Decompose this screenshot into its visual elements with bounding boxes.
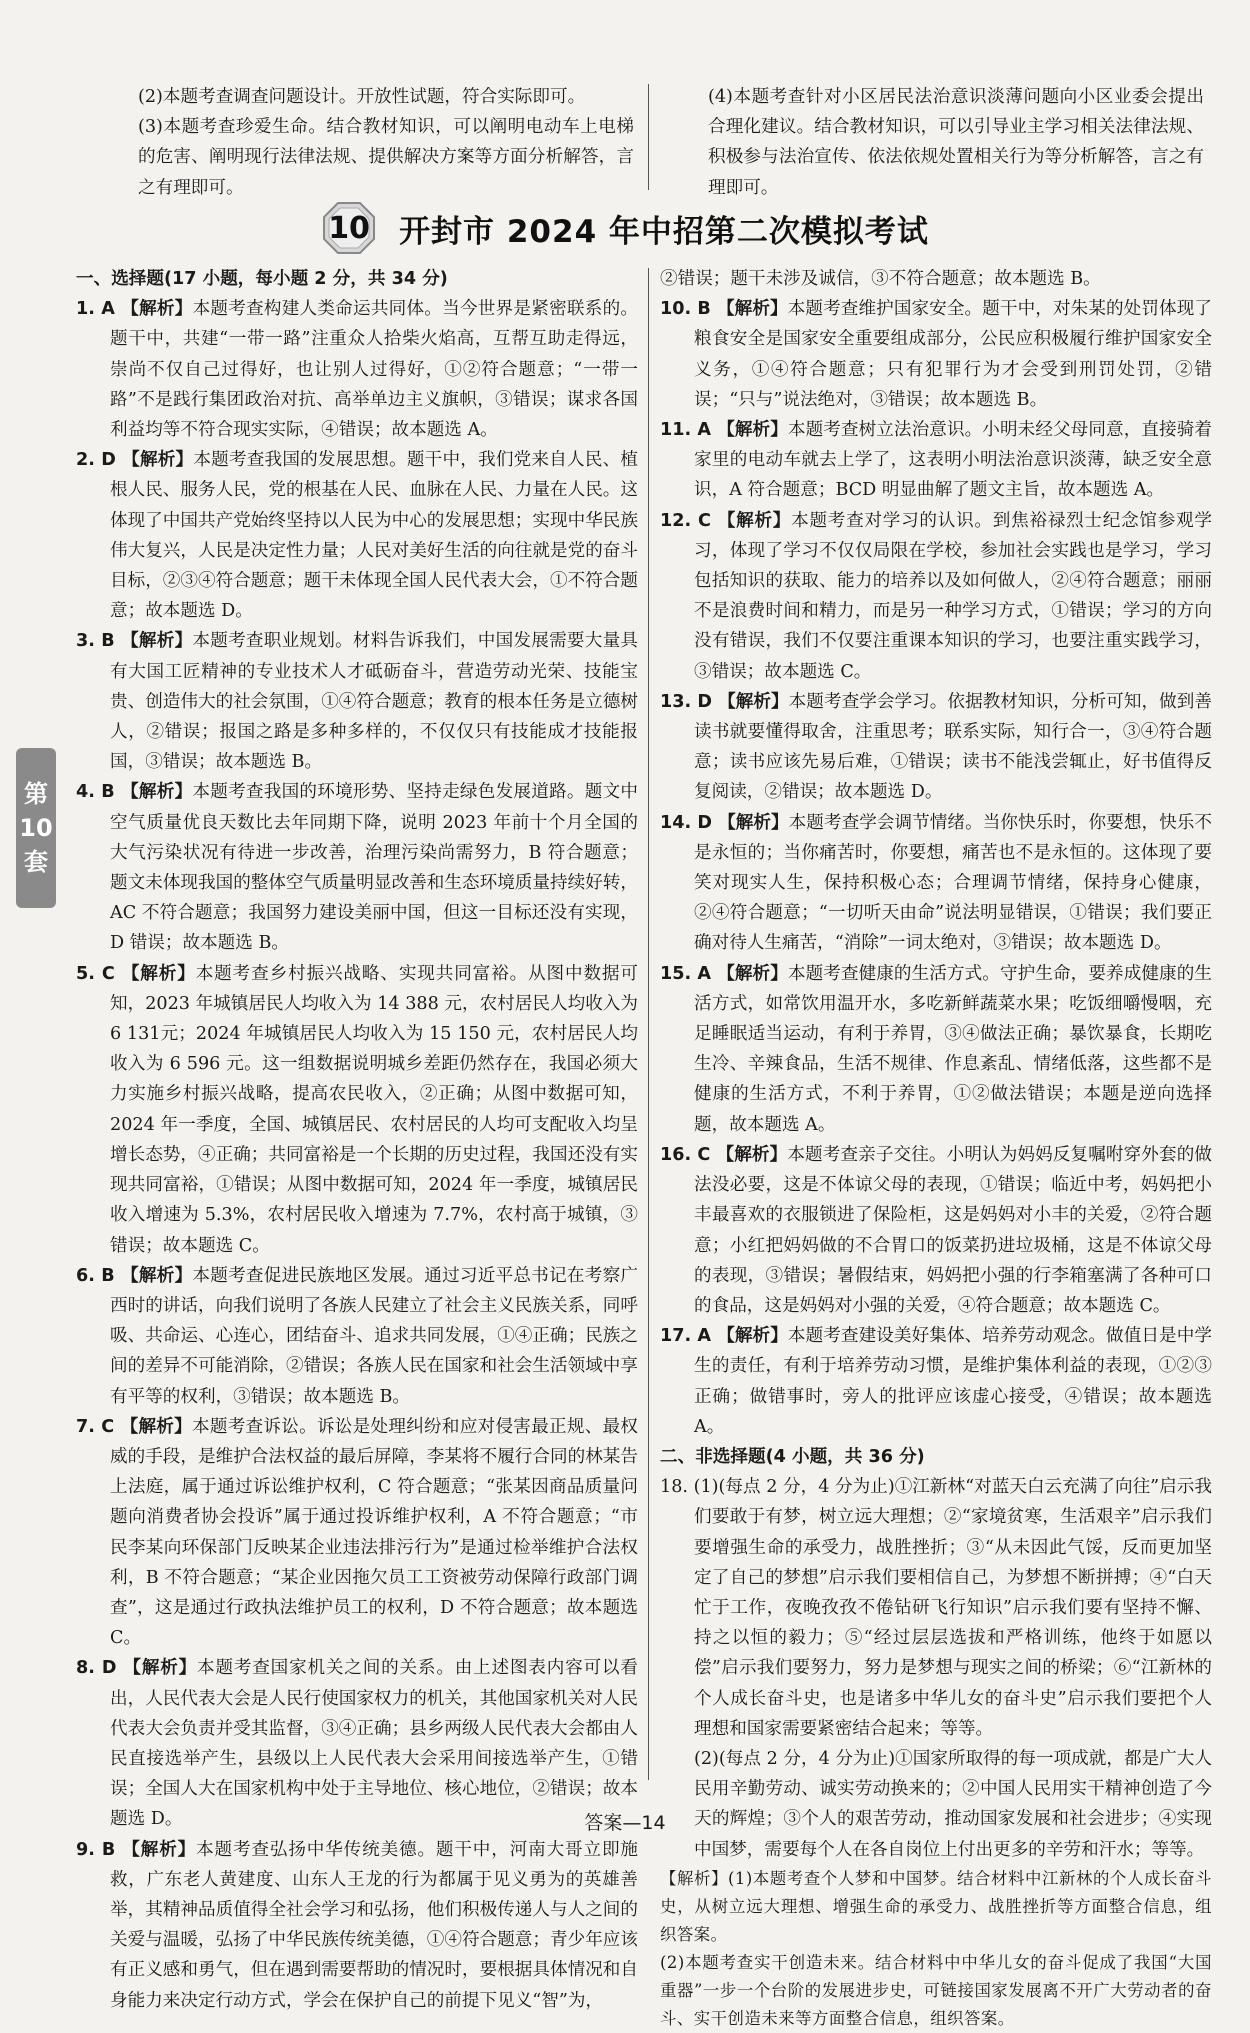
answer-head: 13. D 【解析】: [660, 691, 789, 712]
answer-head: 14. D 【解析】: [660, 812, 789, 833]
answer-item: [76, 626, 638, 777]
answer-body: 本题考查促进民族地区发展。通过习近平总书记在考察广西时的讲话，向我们说明了各族人民建立了社会主义民族关系，同呼吸、共命运、心连心，团结奋斗、追求共同发展，①④正确；民族之间的差异不可能消除，②错误；各族人民在国家和社会生活领域中享有平等的权利，③错误；故本题选 B。: [110, 1265, 638, 1407]
answer-item: [76, 294, 638, 445]
left-answer-list: [76, 294, 638, 2016]
answer-body: 本题考查学会调节情绪。当你快乐时，你要想，快乐不是永恒的；当你痛苦时，你要想，痛苦也不是永恒的。这体现了要笑对现实人生，保持积极心态；合理调节情绪，保持身心健康，②④符合题意；“一切听天由命”说法明显错误，①错误；我们要正确对待人生痛苦，“消除”一词太绝对，③错误；故本题选 D。: [694, 812, 1212, 954]
top-left-para-1: (2)本题考查调查问题设计。开放性试题，符合实际即可。: [138, 87, 586, 107]
answer-body: 本题考查学会学习。依据教材知识，分析可知，做到善读书就要懂得取舍，注重思考；联系实际，知行合一，③④符合题意；读书应该先易后难，①错误；读书不能浅尝辄止，好书值得反复阅读，②错误；故本题选 D。: [694, 691, 1212, 803]
answer-head: 3. B 【解析】: [76, 631, 193, 652]
answer-item: [660, 1321, 1212, 1442]
answer-item: [660, 687, 1212, 808]
answer-item: [76, 777, 638, 958]
answer-body: 本题考查国家机关之间的关系。由上述图表内容可以看出，人民代表大会是人民行使国家权力的机关，其他国家机关对人民代表大会负责并受其监督，③④正确；县乡两级人民代表大会都由人民直接选举产生，县级以上人民代表大会采用间接选举产生，①错误；全国人大在国家机构中处于主导地位、核心地位，②错误；故本题选 D。: [110, 1658, 638, 1830]
answer-head: 11. A 【解析】: [660, 420, 788, 441]
main-divider: [648, 268, 649, 1780]
answer-item: [660, 294, 1212, 415]
top-right-para-1: (4)本题考查针对小区居民法治意识淡薄问题向小区业委会提出合理化建议。结合教材知识，可以引导业主学习相关法律法规、积极参与法治宣传、依法依规处置相关行为等分析解答，言之有理即可。: [708, 87, 1204, 198]
answer-body: 本题考查构建人类命运共同体。当今世界是紧密联系的。题干中，共建“一带一路”注重众人拾柴火焰高，互帮互助走得远，崇尚不仅自己过得好，也让别人过得好，①②符合题意；“一带一路”不是践行集团政治对抗、高举单边主义旗帜，③错误；谋求各国利益均等不符合现实实际，④错误；故本题选 A。: [110, 299, 638, 441]
answer-head: 8. D 【解析】: [76, 1658, 198, 1679]
side-tab-char-1: 第: [24, 780, 48, 808]
answer-body: 本题考查亲子交往。小明认为妈妈反复嘱咐穿外套的做法没必要，这是不体谅父母的表现，①错误；临近中考，妈妈把小丰最喜欢的衣服锁进了保险柜，这是妈妈对小丰的关爱，②符合题意；小红把妈妈做的不合胃口的饭菜扔进垃圾桶，这是不体谅父母的表现，③错误；暑假结束，妈妈把小强的行李箱塞满了各种可口的食品，这是妈妈对小强的关爱，④符合题意；故本题选 C。: [694, 1144, 1212, 1316]
exam-number: 10: [328, 210, 370, 246]
q18-part-2: (2)(每点 2 分，4 分为止)①国家所取得的每一项成就，都是广大人民用辛勤劳动、诚实劳动换来的；②中国人民用实干精神创造了今天的辉煌；③个人的艰苦劳动，推动国家发展和社会进步；④实现中国梦，需要每个人在各自岗位上付出更多的辛劳和汗水；等等。: [694, 1748, 1212, 1860]
q18-part-1: 18. (1)(每点 2 分，4 分为止)①江新林“对蓝天白云充满了向往”启示我们要敢于有梦，树立远大理想；②“家境贫寒，生活艰辛”启示我们要增强生命的承受力，战胜挫折；③“从未因此气馁，反而更加坚定了自己的梦想”启示我们要相信自己，为梦想不断拼搏；④“白天忙于工作，夜晚孜孜不倦钻研飞行知识”启示我们要有坚持不懈、持之以恒的毅力；⑤“经过层层选拔和严格训练，他终于如愿以偿”启示我们要努力，努力是梦想与现实之间的桥梁；⑥“江新林的个人成长奋斗史，也是诸多中华儿女的奋斗史”启示我们要把个人理想和国家需要紧密结合起来；等等。: [660, 1477, 1212, 1739]
answer-head: 9. B 【解析】: [76, 1839, 197, 1860]
answer-head: 16. C 【解析】: [660, 1144, 788, 1165]
top-left-para-2: (3)本题考查珍爱生命。结合教材知识，可以阐明电动车上电梯的危害、阐明现行法律法规、提供解决方案等方面分析解答，言之有理即可。: [138, 117, 634, 198]
answer-item: [660, 1140, 1212, 1321]
top-right-block: [674, 82, 1204, 203]
answer-body: 本题考查我国的发展思想。题干中，我们党来自人民、植根人民、服务人民，党的根基在人民、血脉在人民、力量在人民。这体现了中国共产党始终坚持以人民为中心的发展思想；实现中华民族伟大复兴，人民是决定性力量；人民对美好生活的向往就是党的奋斗目标，②③④符合题意；题干未体现全国人民代表大会，①不符合题意；故本题选 D。: [110, 450, 638, 622]
answer-body: 本题考查建设美好集体、培养劳动观念。做值日是中学生的责任，有利于培养劳动习惯，是维护集体利益的表现，①②③正确；做错事时，旁人的批评应该虚心接受，④错误；故本题选 A。: [694, 1326, 1212, 1437]
q18-analysis-2: (2)本题考查实干创造未来。结合材料中中华儿女的奋斗促成了我国“大国重器”一步一个台阶的发展进步史，可链接国家发展离不开广大劳动者的奋斗、实干创造未来等方面整合信息，组织答案。: [660, 1952, 1212, 2028]
top-left-block: [104, 82, 634, 203]
answer-item: [76, 1261, 638, 1412]
answer-item: [76, 1835, 638, 2016]
answer-head: 6. B 【解析】: [76, 1265, 193, 1286]
answer-body: 本题考查我国的环境形势、坚持走绿色发展道路。题文中空气质量优良天数比去年同期下降，说明 2023 年前十个月全国的大气污染状况有待进一步改善，治理污染尚需努力，B 符合题意；题文未体现我国的整体空气质量明显改善和生态环境质量持续好转，AC 不符合题意；我国努力建设美丽中国，但这一目标还没有实现，D 错误；故本题选 B。: [110, 782, 638, 954]
answer-head: 12. C 【解析】: [660, 510, 792, 531]
answer-head: 5. C 【解析】: [76, 963, 196, 984]
right-column: [660, 264, 1212, 2033]
side-tab-char-2: 套: [24, 848, 48, 876]
answer-body: 本题考查树立法治意识。小明未经父母同意，直接骑着家里的电动车就去上学了，这表明小明法治意识淡薄，缺乏安全意识，A 符合题意；BCD 明显曲解了题文主旨，故本题选 A。: [694, 420, 1212, 501]
set-side-tab: [16, 748, 56, 908]
answer-body: 本题考查对学习的认识。到焦裕禄烈士纪念馆参观学习，体现了学习不仅仅局限在学校，参加社会实践也是学习，学习包括知识的获取、能力的培养以及如何做人，②④符合题意；丽丽不是浪费时间和精力，而是另一种学习方式，①错误；学习的方向没有错误，我们不仅要注重课本知识的学习，也要注重实践学习，③错误；故本题选 C。: [694, 510, 1212, 682]
answer-head: 4. B 【解析】: [76, 782, 193, 803]
answer-head: 2. D 【解析】: [76, 450, 194, 471]
answer-item: [660, 264, 1212, 294]
answer-body: 本题考查维护国家安全。题干中，对朱某的处罚体现了粮食安全是国家安全重要组成部分，公民应积极履行维护国家安全义务，①④符合题意；只有犯罪行为才会受到刑罚处罚，②错误；“只与”说法绝对，③错误；故本题选 B。: [694, 299, 1212, 410]
answer-body: 本题考查诉讼。诉讼是处理纠纷和应对侵害最正规、最权威的手段，是维护合法权益的最后屏障，李某将不履行合同的林某告上法庭，属于通过诉讼维护权利，C 符合题意；“张某因商品质量问题向消费者协会投诉”属于通过投诉维护权利，A 不符合题意；“市民李某向环保部门反映某企业违法排污行为”是通过检举维护合法权利，B 不符合题意；“某企业因拖欠员工工资被劳动保障行政部门调查”，这是通过行政执法维护员工的权利，D 不符合题意；故本题选 C。: [110, 1416, 638, 1649]
octagon-badge-icon: [321, 200, 377, 256]
answer-item: [76, 959, 638, 1261]
answer-item: [660, 808, 1212, 959]
exam-title: [0, 198, 1250, 258]
answer-body: ②错误；题干未涉及诚信，③不符合题意；故本题选 B。: [660, 269, 1101, 289]
answer-head: 17. A 【解析】: [660, 1326, 788, 1347]
answer-body: 本题考查职业规划。材料告诉我们，中国发展需要大量具有大国工匠精神的专业技术人才砥砺奋斗，营造劳动光荣、技能宝贵、创造伟大的社会氛围，①④符合题意；教育的根本任务是立德树人，②错误；报国之路是多种多样的，不仅仅只有技能成才技能报国，③错误；故本题选 B。: [110, 631, 638, 773]
q18-analysis-1: 【解析】(1)本题考查个人梦和中国梦。结合材料中江新林的个人成长奋斗史，从树立远大理想、增强生命的承受力、战胜挫折等方面整合信息，组织答案。: [660, 1868, 1212, 1944]
answer-item: [76, 445, 638, 626]
top-divider: [648, 84, 649, 190]
side-tab-number: 10: [19, 814, 53, 842]
right-answer-list: [660, 264, 1212, 1442]
answer-head: 1. A 【解析】: [76, 299, 193, 320]
answer-item: [660, 959, 1212, 1140]
answer-head: 15. A 【解析】: [660, 963, 788, 984]
answer-item: [660, 415, 1212, 506]
answer-body: 本题考查健康的生活方式。守护生命，要养成健康的生活方式，如常饮用温开水，多吃新鲜蔬菜水果；吃饭细嚼慢咽，充足睡眠适当运动，有利于养胃，③④做法正确；暴饮暴食，长期吃生冷、辛辣食品，生活不规律、作息紊乱、情绪低落，这些都不是健康的生活方式，不利于养胃，①②做法错误；本题是逆向选择题，故本题选 A。: [694, 963, 1212, 1135]
exam-title-text: 开封市 2024 年中招第二次模拟考试: [399, 213, 929, 250]
answer-body: 本题考查乡村振兴战略、实现共同富裕。从图中数据可知，2023 年城镇居民人均收入为 14 388 元，农村居民人均收入为 6 131元；2024 年城镇居民人均收入为 15 150 元，农村居民人均收入为 6 596 元。这一组数据说明城乡差距仍然存在，我国必须大力实施乡村振兴战略，提高农民收入，②正确；从图中数据可知，2024 年一季度，全国、城镇居民、农村居民的人均可支配收入均呈增长态势，④正确；共同富裕是一个长期的历史过程，我国还没有实现共同富裕，①错误；从图中数据可知，2024 年一季度，城镇居民收入增速为 5.3%，农村居民收入增速为 7.7%，农村高于城镇，③错误；故本题选 C。: [110, 963, 638, 1256]
answer-head: 7. C 【解析】: [76, 1416, 192, 1437]
left-column: [76, 264, 638, 2016]
answer-body: 本题考查弘扬中华传统美德。题干中，河南大哥立即施救，广东老人黄建度、山东人王龙的行为都属于见义勇为的英雄善举，其精神品质值得全社会学习和弘扬，他们积极传递人与人之间的关爱与温暖，弘扬了中华民族传统美德，①④符合题意；青少年应该有正义感和勇气，但在遇到需要帮助的情况时，要根据具体情况和自身能力来决定行动方式，学会在保护自己的前提下见义“智”为，: [110, 1839, 638, 2011]
section-2-heading: 二、非选择题(4 小题，共 36 分): [660, 1446, 925, 1467]
answer-item: [660, 506, 1212, 687]
answer-head: 10. B 【解析】: [660, 299, 788, 320]
section-1-heading: 一、选择题(17 小题，每小题 2 分，共 34 分): [76, 269, 448, 289]
page-footer: 答案—14: [584, 1812, 666, 1834]
answer-item: [76, 1412, 638, 1654]
